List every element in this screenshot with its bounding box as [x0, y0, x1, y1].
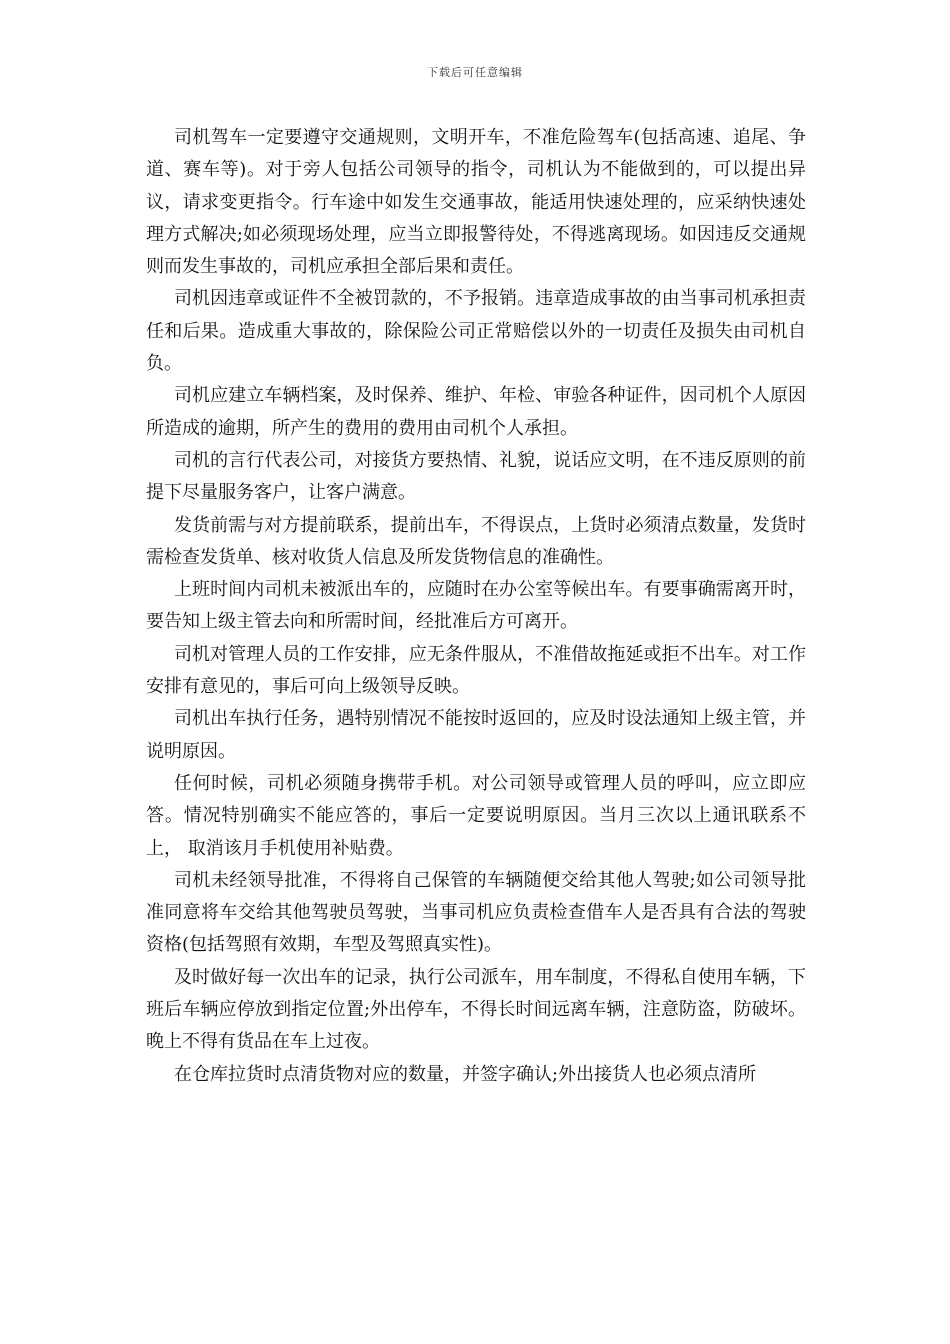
- paragraph: 在仓库拉货时点清货物对应的数量，并签字确认;外出接货人也必须点清所: [174, 1063, 757, 1085]
- paragraph: 任何时候，司机必须随身携带手机。对公司领导或管理人员的呼叫，应立即应答。情况特别确实不能应答的，事后一定要说明原因。当月三次以上通讯联系不上， 取消该月手机使用补贴费。: [146, 772, 806, 859]
- paragraph: 司机因违章或证件不全被罚款的，不予报销。违章造成事故的由当事司机承担责任和后果。造成重大事故的，除保险公司正常赔偿以外的一切责任及损失由司机自负。: [146, 288, 806, 375]
- document-body: [146, 122, 806, 1091]
- page-header: 下载后可任意编辑: [427, 66, 523, 79]
- paragraph: 司机对管理人员的工作安排，应无条件服从，不准借故拖延或拒不出车。对工作安排有意见的，事后可向上级领导反映。: [146, 643, 806, 698]
- paragraph: 及时做好每一次出车的记录，执行公司派车，用车制度，不得私自使用车辆，下班后车辆应停放到指定位置;外出停车，不得长时间远离车辆，注意防盗，防破坏。晚上不得有货品在车上过夜。: [146, 966, 806, 1053]
- paragraph: 司机应建立车辆档案，及时保养、维护、年检、审验各种证件，因司机个人原因所造成的逾期，所产生的费用的费用由司机个人承担。: [146, 385, 806, 439]
- paragraph: 司机驾车一定要遵守交通规则，文明开车，不准危险驾车(包括高速、追尾、争道、赛车等)。对于旁人包括公司领导的指令，司机认为不能做到的，可以提出异议，请求变更指令。行车途中如发生交通事故，能适用快速处理的，应采纳快速处理方式解决;如必须现场处理，应当立即报警待处，不得逃离现场。如因违反交通规则而发生事故的，司机应承担全部后果和责任。: [146, 127, 806, 278]
- paragraph: 司机未经领导批准，不得将自己保管的车辆随便交给其他人驾驶;如公司领导批准同意将车交给其他驾驶员驾驶，当事司机应负责检查借车人是否具有合法的驾驶资格(包括驾照有效期，车型及驾照真实性)。: [146, 869, 806, 956]
- paragraph: 司机的言行代表公司，对接货方要热情、礼貌，说话应文明，在不违反原则的前提下尽量服务客户，让客户满意。: [146, 449, 806, 504]
- paragraph: 发货前需与对方提前联系，提前出车，不得误点，上货时必须清点数量，发货时需检查发货单、核对收货人信息及所发货物信息的准确性。: [146, 514, 806, 568]
- paragraph: 上班时间内司机未被派出车的，应随时在办公室等候出车。有要事确需离开时，要告知上级主管去向和所需时间，经批准后方可离开。: [146, 579, 806, 633]
- paragraph: 司机出车执行任务，遇特别情况不能按时返回的，应及时设法通知上级主管，并说明原因。: [146, 708, 806, 762]
